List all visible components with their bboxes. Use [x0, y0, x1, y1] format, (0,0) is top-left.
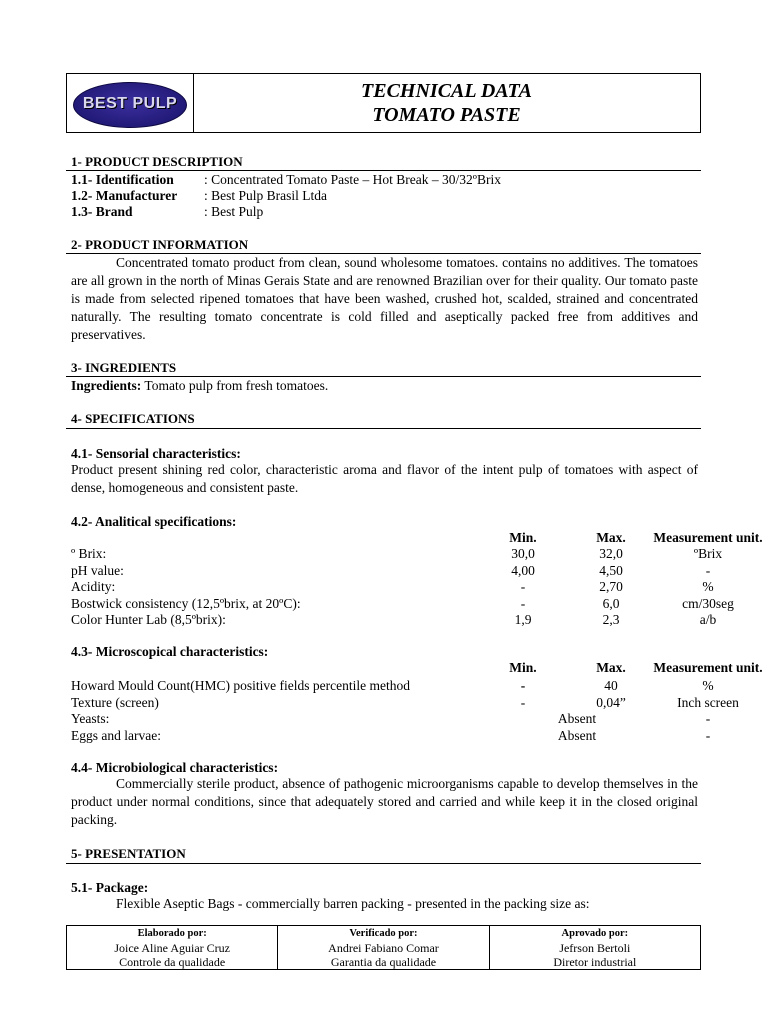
cell-min: 30,0 — [511, 546, 535, 561]
table-row — [71, 694, 739, 711]
cell-name: Bostwick consistency (12,5ºbrix, at 20ºC): — [71, 595, 301, 611]
row-value: : Best Pulp — [204, 204, 264, 219]
cell-max: Absent — [557, 711, 597, 726]
cell-max: 6,0 — [602, 595, 620, 611]
cell-max: 4,50 — [599, 562, 623, 578]
subheading-analytical: 4.2- Analitical specifications: — [71, 514, 237, 529]
cell-max: 2,70 — [599, 579, 623, 594]
section-heading-product-description: 1- PRODUCT DESCRIPTION — [71, 154, 243, 169]
subheading-microbiological: 4.4- Microbiological characteristics: — [71, 760, 279, 775]
section-heading-specifications: 4- SPECIFICATIONS — [71, 411, 195, 426]
ingredients-row — [71, 377, 328, 394]
cell-min: - — [520, 678, 526, 693]
cell-max: Absent — [557, 727, 597, 743]
product-information-paragraph — [71, 254, 698, 344]
table-row — [71, 727, 711, 744]
approval-name: Andrei Fabiano Comar — [328, 941, 439, 955]
microbiological-paragraph — [71, 775, 698, 829]
cell-name: Eggs and larvae: — [71, 727, 161, 743]
cell-name: Texture (screen) — [71, 694, 159, 710]
cell-max: 0,04” — [596, 694, 626, 710]
cell-unit: - — [705, 727, 711, 743]
cell-unit: a/b — [699, 612, 717, 627]
section-rule — [66, 863, 701, 864]
document-header — [66, 73, 701, 133]
cell-unit: - — [705, 711, 711, 726]
cell-name: º Brix: — [71, 546, 107, 561]
ingredients-text: Tomato pulp from fresh tomatoes. — [141, 378, 329, 393]
cell-min: 1,9 — [514, 612, 532, 627]
logo-text: BEST PULP — [82, 95, 178, 112]
cell-max: 40 — [604, 678, 618, 693]
approval-role: Controle da qualidade — [119, 955, 226, 969]
paragraph-text: Commercially sterile product, absence of pathogenic microorganisms capable to develop themselves in the product under normal conditions, since that adequately stored and carried and while keep it in the closed original packing. — [71, 776, 698, 827]
cell-min: - — [520, 595, 526, 611]
cell-unit: - — [705, 562, 711, 578]
cell-name: Yeasts: — [71, 711, 110, 726]
table-row — [71, 562, 711, 579]
paragraph-text: Concentrated tomato product from clean, sound wholesome tomatoes. contains no additives. The tomatoes are all grown in the north of Minas Gerais State and are renowned Brazilian over for their quality. Our tomato paste is made from selected ripened tomatoes that have been washed, crushed hot, scalded, strained and concentrated naturally. The resulting tomato concentrate is cold filled and aseptically packed free from additives and preservatives. — [71, 255, 698, 342]
sensorial-paragraph: Product present shining red color, characteristic aroma and flavor of the intent pulp of tomatoes with aspect of dense, homogeneous and consistent paste. — [71, 462, 698, 495]
approval-head: Verificado por: — [349, 928, 418, 939]
document-title — [193, 74, 700, 132]
cell-name: Howard Mould Count(HMC) positive fields percentile method — [71, 678, 410, 693]
table-row — [71, 595, 734, 612]
subheading-microscopical: 4.3- Microscopical characteristics: — [71, 644, 269, 659]
cell-unit: ºBrix — [693, 546, 723, 561]
microscopical-table-header — [71, 659, 763, 676]
cell-name: Color Hunter Lab (8,5ºbrix): — [71, 612, 226, 627]
approval-cell-approved — [490, 926, 700, 969]
title-line-2: TOMATO PASTE — [372, 104, 521, 126]
approval-head: Elaborado por: — [137, 928, 207, 939]
ingredients-label: Ingredients: — [71, 378, 142, 393]
col-unit: Measurement unit. — [653, 660, 763, 675]
subheading-sensorial: 4.1- Sensorial characteristics: — [71, 446, 241, 461]
table-row — [71, 611, 717, 628]
section-heading-product-information: 2- PRODUCT INFORMATION — [71, 237, 249, 252]
approval-role: Garantia da qualidade — [330, 955, 437, 969]
col-max: Max. — [596, 530, 626, 545]
approval-table — [66, 925, 701, 970]
table-row — [71, 677, 714, 694]
table-row — [71, 578, 714, 595]
approval-head: Aprovado por: — [561, 928, 629, 939]
row-value: : Concentrated Tomato Paste – Hot Break – 30/32ºBrix — [204, 172, 501, 187]
cell-unit: cm/30seg — [682, 595, 734, 611]
col-min: Min. — [509, 530, 537, 545]
row-value: : Best Pulp Brasil Ltda — [204, 188, 327, 203]
subheading-package: 5.1- Package: — [71, 880, 149, 895]
col-min: Min. — [509, 660, 537, 675]
cell-name: pH value: — [71, 562, 124, 578]
cell-min: 4,00 — [511, 562, 535, 578]
best-pulp-logo — [73, 82, 187, 128]
cell-unit: % — [702, 678, 714, 693]
approval-name: Joice Aline Aguiar Cruz — [114, 941, 230, 955]
approval-role: Diretor industrial — [553, 955, 637, 969]
package-text: Flexible Aseptic Bags - commercially barren packing - presented in the packing size as: — [116, 896, 590, 911]
cell-max: 32,0 — [599, 546, 623, 561]
row-label: 1.2- Manufacturer — [71, 188, 178, 203]
title-line-1: TECHNICAL DATA — [361, 80, 532, 102]
cell-unit: % — [702, 579, 714, 594]
cell-max: 2,3 — [602, 612, 620, 627]
approval-cell-elaborated — [67, 926, 278, 969]
analytical-table-header — [71, 529, 763, 546]
table-row — [71, 710, 711, 727]
row-label: 1.3- Brand — [71, 204, 133, 219]
cell-unit: Inch screen — [677, 694, 739, 710]
logo-cell — [67, 74, 194, 132]
table-row — [71, 545, 723, 562]
cell-name: Acidity: — [71, 579, 116, 594]
row-label: 1.1- Identification — [71, 172, 174, 187]
cell-min: - — [520, 694, 526, 710]
col-unit: Measurement unit. — [653, 530, 763, 545]
section-rule — [66, 428, 701, 429]
section-heading-presentation: 5- PRESENTATION — [71, 846, 186, 861]
approval-cell-verified — [278, 926, 489, 969]
approval-name: Jefrson Bertoli — [559, 941, 631, 955]
section-heading-ingredients: 3- INGREDIENTS — [71, 360, 177, 375]
col-max: Max. — [596, 660, 626, 675]
cell-min: - — [520, 579, 526, 594]
